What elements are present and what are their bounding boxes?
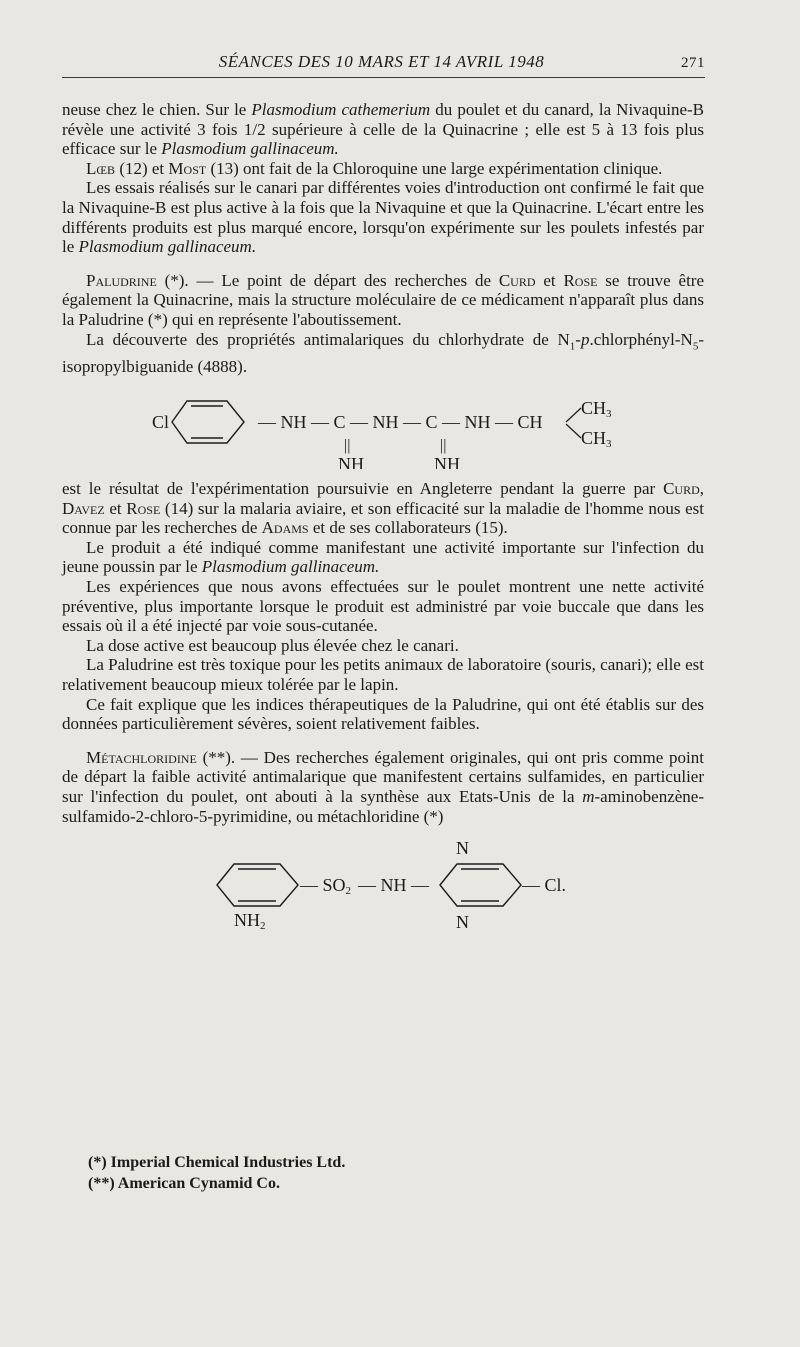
paragraph: Le produit a été indiqué comme manifestant une activité importante sur l'infection du jeune poussin par le Plasmodium gallinaceum. xyxy=(62,537,704,577)
body-text xyxy=(62,100,704,940)
methyl-top: CH3 xyxy=(581,398,612,421)
paragraph: Les expériences que nous avons effectuées sur le poulet montrent une nette activité préventive, plus importante lorsque le produit est administré par voie buccale que dans les essais où il a été injecté par voie sous-cutanée. xyxy=(62,577,704,636)
paragraph: Lœb (12) et Most (13) ont fait de la Chloroquine une large expérimentation clinique. xyxy=(86,158,663,178)
nh-linker: — NH — xyxy=(358,875,429,896)
paludrine-formula xyxy=(62,384,704,469)
metachloridine-structure-diagram xyxy=(62,840,704,932)
double-bond-2: || xyxy=(440,437,447,455)
running-title: SÉANCES DES 10 MARS ET 14 AVRIL 1948 xyxy=(218,52,545,71)
imine-nh-2: NH xyxy=(434,454,460,470)
chlorine-label: Cl xyxy=(152,412,170,433)
paragraph: La Paludrine est très toxique pour les petits animaux de laboratoire (souris, canari); elle est relativement beaucoup mieux tolérée par le lapin. xyxy=(62,655,704,695)
section-paludrine: Paludrine (*). — Le point de départ des recherches de Curd et Rose se trouve être également la Quinacrine, mais la structure moléculaire de ce médicament n'apparaît plus dans la Paludrine (*) qui en représente l'aboutissement. xyxy=(62,270,704,329)
paragraph: est le résultat de l'expérimentation poursuivie en Angleterre pendant la guerre par Curd, Davez et Rose (14) sur la malaria aviaire, et son efficacité sur la maladie de l'homme nous est connue par les recherches de Adams et de ses collaborateurs (15). xyxy=(62,479,704,538)
paragraph: La dose active est beaucoup plus élevée chez le canari. xyxy=(86,635,459,655)
biguanide-chain: — NH — C — NH — C — NH — CH xyxy=(258,412,543,433)
paragraph: neuse chez le chien. Sur le Plasmodium cathemerium du poulet et du canard, la Nivaquine-B révèle une activité 3 fois 1/2 supérieure à celle de la Quinacrine ; elle est 5 à 13 fois plus efficace sur le Plasmodium gallinaceum. xyxy=(62,100,704,159)
section-heading: Métachloridine xyxy=(86,747,197,767)
footnotes xyxy=(88,1152,345,1194)
metachloridine-formula xyxy=(62,840,704,932)
paragraph: Ce fait explique que les indices thérapeutiques de la Paludrine, qui ont été établis sur des données particulièrement sévères, soient relativement faibles. xyxy=(62,694,704,734)
imine-nh-1: NH xyxy=(338,454,364,470)
double-bond-1: || xyxy=(344,437,351,455)
paludrine-structure-diagram xyxy=(62,384,704,469)
chlorine-label: — Cl. xyxy=(522,875,567,896)
amino-group: NH2 xyxy=(234,910,266,933)
running-header xyxy=(62,52,705,72)
ring-nitrogen-bottom: N xyxy=(456,912,469,933)
section-heading: Paludrine xyxy=(86,270,157,290)
ring-nitrogen-top: N xyxy=(456,840,469,859)
header-rule xyxy=(62,77,705,78)
page-number: 271 xyxy=(681,55,705,71)
paragraph: La découverte des propriétés antimalariques du chlorhydrate de $N_1-p.chlorphényl-N_5$-isopropylbiguanide (4888). xyxy=(62,329,704,376)
benzene-ring xyxy=(172,401,244,443)
benzene-ring xyxy=(217,864,298,906)
sulfonyl-group: — SO2 xyxy=(300,875,352,898)
footnote-2: (**) American Cynamid Co. xyxy=(88,1175,280,1192)
pyrimidine-ring xyxy=(440,864,521,906)
isopropyl-branch xyxy=(566,408,581,438)
section-metachloridine: Métachloridine (**). — Des recherches également originales, qui ont pris comme point de départ la faible activité antimalarique que manifestent certains sulfamides, en particulier sur l'infection du poulet, ont abouti à la synthèse aux Etats-Unis de la m-aminobenzène-sulfamido-2-chloro-5-pyrimidine, ou métachloridine (*) xyxy=(62,747,704,826)
footnote-1: (*) Imperial Chemical Industries Ltd. xyxy=(88,1154,346,1171)
paragraph: Les essais réalisés sur le canari par différentes voies d'introduction ont confirmé le fait que la Nivaquine-B est plus active à la fois que la Nivaquine et que la Quinacrine. L'écart entre les différents produits est plus marqué encore, lorsqu'on expérimente sur les poulets infestés par le Plasmodium gallinaceum. xyxy=(62,178,704,257)
methyl-bottom: CH3 xyxy=(581,428,612,451)
